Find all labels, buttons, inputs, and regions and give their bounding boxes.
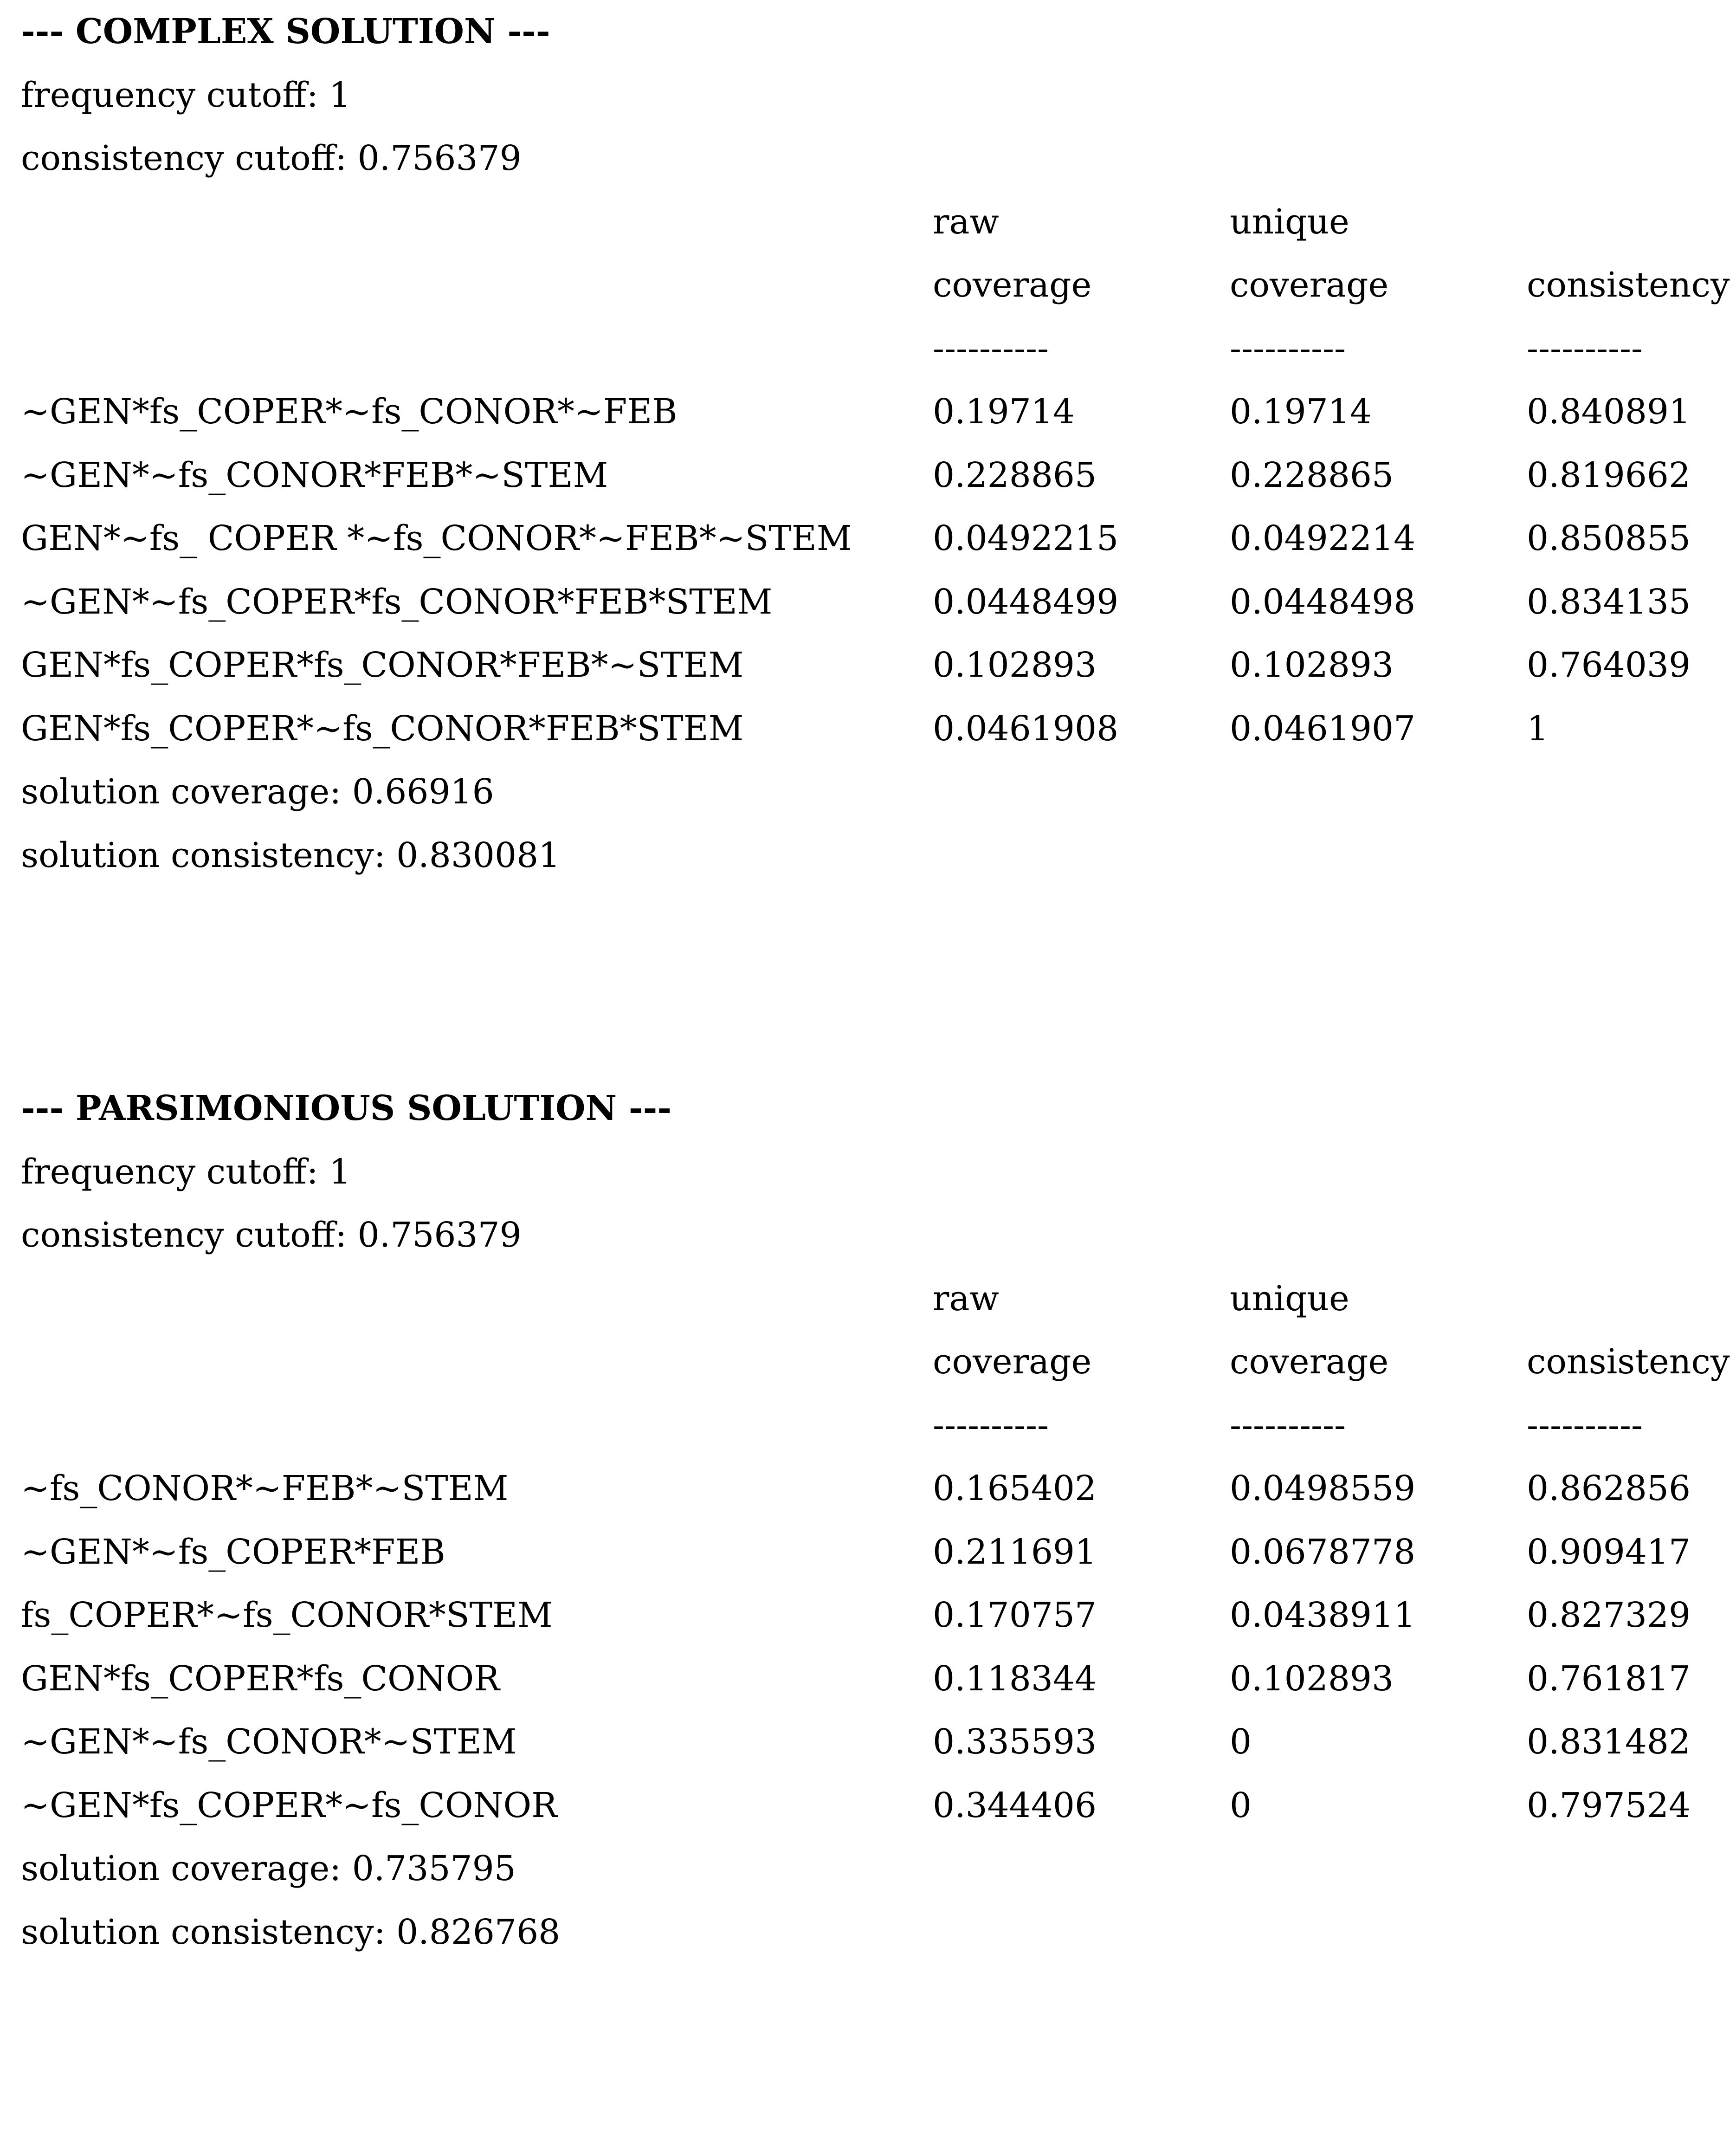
unique-coverage: 0.0438911 [1230, 1595, 1416, 1635]
consistency-cutoff: consistency cutoff: 0.756379 [21, 138, 522, 178]
table-row [21, 634, 1729, 697]
parsimonious-solution-section [21, 1077, 1729, 1964]
term: GEN*fs_COPER*~fs_CONOR*FEB*STEM [21, 708, 744, 749]
unique-coverage: 0.0448498 [1230, 582, 1416, 622]
unique-coverage: 0.0678778 [1230, 1532, 1416, 1572]
raw-coverage: 0.344406 [933, 1785, 1097, 1825]
table-header-row-2 [21, 1330, 1729, 1394]
table-row [21, 1774, 1729, 1837]
header-coverage-raw: coverage [933, 265, 1092, 305]
solution-coverage: solution coverage: 0.66916 [21, 772, 494, 812]
solution-consistency: solution consistency: 0.830081 [21, 835, 561, 875]
rule-consistency: ---------- [1527, 328, 1643, 369]
raw-coverage: 0.335593 [933, 1722, 1097, 1762]
raw-coverage: 0.0492215 [933, 518, 1119, 558]
frequency-cutoff: frequency cutoff: 1 [21, 75, 351, 115]
raw-coverage: 0.170757 [933, 1595, 1097, 1635]
table-row [21, 570, 1729, 634]
table-header-row-1 [21, 1267, 1729, 1331]
consistency: 0.797524 [1527, 1785, 1691, 1825]
table-header-row-1 [21, 190, 1729, 254]
raw-coverage: 0.0461908 [933, 708, 1119, 749]
complex-solution-section [21, 0, 1729, 887]
term: ~fs_CONOR*~FEB*~STEM [21, 1468, 509, 1508]
term: GEN*fs_COPER*fs_CONOR*FEB*~STEM [21, 645, 744, 685]
term: ~GEN*~fs_CONOR*FEB*~STEM [21, 455, 608, 495]
term: ~GEN*~fs_CONOR*~STEM [21, 1722, 517, 1762]
unique-coverage: 0.102893 [1230, 1658, 1394, 1699]
rule-raw: ---------- [933, 1405, 1049, 1445]
unique-coverage: 0.0492214 [1230, 518, 1416, 558]
rule-unique: ---------- [1230, 328, 1346, 369]
unique-coverage: 0.228865 [1230, 455, 1394, 495]
term: GEN*~fs_ COPER *~fs_CONOR*~FEB*~STEM [21, 518, 852, 558]
unique-coverage: 0.0461907 [1230, 708, 1416, 749]
rule-raw: ---------- [933, 328, 1049, 369]
table-row [21, 380, 1729, 444]
table-header-rule [21, 1394, 1729, 1457]
table-row [21, 1584, 1729, 1647]
unique-coverage: 0.102893 [1230, 645, 1394, 685]
rule-consistency: ---------- [1527, 1405, 1643, 1445]
header-unique: unique [1230, 1278, 1349, 1319]
raw-coverage: 0.211691 [933, 1532, 1097, 1572]
solution-consistency: solution consistency: 0.826768 [21, 1912, 561, 1952]
table-row [21, 1710, 1729, 1774]
consistency: 0.840891 [1527, 392, 1691, 432]
header-coverage-raw: coverage [933, 1342, 1092, 1382]
table-header-row-2 [21, 253, 1729, 317]
header-consistency: consistency [1527, 1342, 1730, 1382]
raw-coverage: 0.19714 [933, 392, 1075, 432]
unique-coverage: 0 [1230, 1785, 1252, 1825]
consistency: 0.819662 [1527, 455, 1691, 495]
table-row [21, 444, 1729, 507]
unique-coverage: 0 [1230, 1722, 1252, 1762]
table-row [21, 1520, 1729, 1584]
consistency-cutoff: consistency cutoff: 0.756379 [21, 1215, 522, 1255]
table-row [21, 697, 1729, 761]
raw-coverage: 0.165402 [933, 1468, 1097, 1508]
consistency: 1 [1527, 708, 1549, 749]
term: ~GEN*fs_COPER*~fs_CONOR [21, 1785, 557, 1825]
header-unique: unique [1230, 201, 1349, 242]
header-coverage-unique: coverage [1230, 265, 1389, 305]
consistency: 0.764039 [1527, 645, 1691, 685]
rule-unique: ---------- [1230, 1405, 1346, 1445]
consistency: 0.831482 [1527, 1722, 1691, 1762]
frequency-cutoff: frequency cutoff: 1 [21, 1151, 351, 1192]
header-consistency: consistency [1527, 265, 1730, 305]
table-row [21, 1647, 1729, 1711]
solution-coverage: solution coverage: 0.735795 [21, 1849, 516, 1889]
term: fs_COPER*~fs_CONOR*STEM [21, 1595, 553, 1635]
raw-coverage: 0.228865 [933, 455, 1097, 495]
header-raw: raw [933, 201, 999, 242]
consistency: 0.909417 [1527, 1532, 1691, 1572]
term: GEN*fs_COPER*fs_CONOR [21, 1658, 500, 1699]
term: ~GEN*fs_COPER*~fs_CONOR*~FEB [21, 392, 678, 432]
unique-coverage: 0.0498559 [1230, 1468, 1416, 1508]
unique-coverage: 0.19714 [1230, 392, 1372, 432]
header-coverage-unique: coverage [1230, 1342, 1389, 1382]
raw-coverage: 0.0448499 [933, 582, 1119, 622]
consistency: 0.761817 [1527, 1658, 1691, 1699]
section-title: --- COMPLEX SOLUTION --- [21, 12, 550, 52]
table-row [21, 507, 1729, 570]
consistency: 0.862856 [1527, 1468, 1691, 1508]
consistency: 0.827329 [1527, 1595, 1691, 1635]
raw-coverage: 0.102893 [933, 645, 1097, 685]
raw-coverage: 0.118344 [933, 1658, 1097, 1699]
header-raw: raw [933, 1278, 999, 1319]
consistency: 0.834135 [1527, 582, 1691, 622]
term: ~GEN*~fs_COPER*FEB [21, 1532, 445, 1572]
table-row [21, 1457, 1729, 1520]
consistency: 0.850855 [1527, 518, 1691, 558]
table-header-rule [21, 317, 1729, 381]
term: ~GEN*~fs_COPER*fs_CONOR*FEB*STEM [21, 582, 773, 622]
section-title: --- PARSIMONIOUS SOLUTION --- [21, 1088, 672, 1128]
